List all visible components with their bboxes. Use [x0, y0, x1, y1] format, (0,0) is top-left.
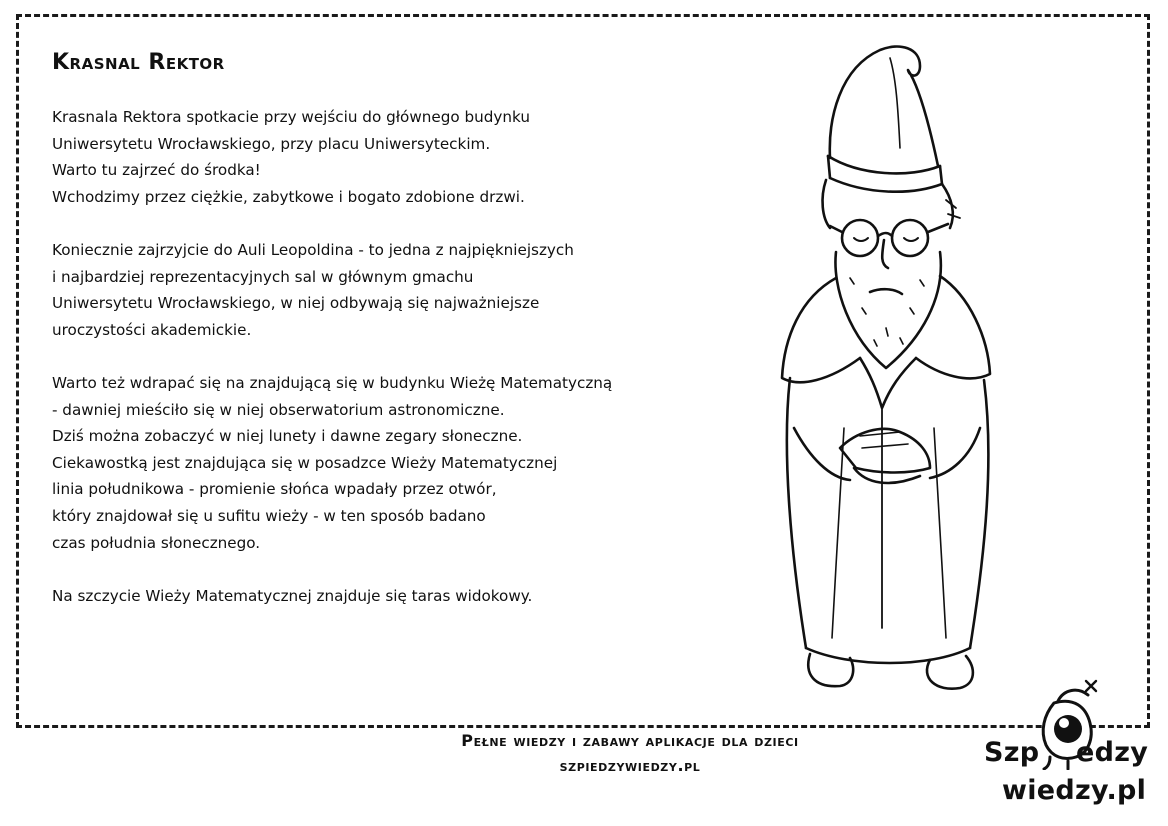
- story-text: [52, 104, 732, 636]
- text-line: linia południkowa - promienie słońca wpadały przez otwór,: [52, 480, 497, 499]
- text-line: Na szczycie Wieży Matematycznej znajduje się taras widokowy.: [52, 586, 533, 605]
- paragraph: [52, 237, 732, 343]
- logo-text-line1-left: Szp: [984, 737, 1040, 768]
- text-line: Dziś można zobaczyć w niej lunety i dawne zegary słoneczne.: [52, 427, 523, 446]
- text-line: Uniwersytetu Wrocławskiego, przy placu Uniwersyteckim.: [52, 134, 491, 153]
- paragraph: [52, 104, 732, 210]
- text-line: czas południa słonecznego.: [52, 533, 261, 552]
- paragraph: [52, 583, 732, 610]
- text-line: uroczystości akademickie.: [52, 320, 252, 339]
- text-line: Uniwersytetu Wrocławskiego, w niej odbywają się najważniejsze: [52, 294, 540, 313]
- gnome-rector-illustration: [770, 28, 1010, 708]
- text-line: i najbardziej reprezentacyjnych sal w głównym gmachu: [52, 267, 474, 286]
- footer-tagline: Pełne wiedzy i zabawy aplikacje dla dzieci: [461, 731, 799, 750]
- text-line: Koniecznie zajrzyjcie do Auli Leopoldina - to jedna z najpiękniejszych: [52, 240, 574, 259]
- text-line: Warto też wdrapać się na znajdującą się w budynku Wieżę Matematyczną: [52, 373, 613, 392]
- text-line: Krasnala Rektora spotkacie przy wejściu do głównego budynku: [52, 108, 530, 126]
- logo-text-line1-right: edzy: [1076, 737, 1149, 768]
- paragraph: [52, 370, 732, 556]
- szpiedzy-wiedzy-logo: [980, 675, 1160, 820]
- footer-website-link[interactable]: szpiedzywiedzy.pl: [559, 756, 701, 775]
- page-title: Krasnal Rektor: [52, 50, 225, 75]
- text-line: który znajdował się u sufitu wieży - w ten sposób badano: [52, 506, 486, 525]
- text-line: Warto tu zajrzeć do środka!: [52, 161, 261, 180]
- text-line: - dawniej mieściło się w niej obserwatorium astronomiczne.: [52, 400, 505, 419]
- text-line: Wchodzimy przez ciężkie, zabytkowe i bogato zdobione drzwi.: [52, 187, 525, 206]
- logo-text-line2: wiedzy.pl: [1002, 775, 1147, 806]
- text-line: Ciekawostką jest znajdująca się w posadzce Wieży Matematycznej: [52, 453, 558, 472]
